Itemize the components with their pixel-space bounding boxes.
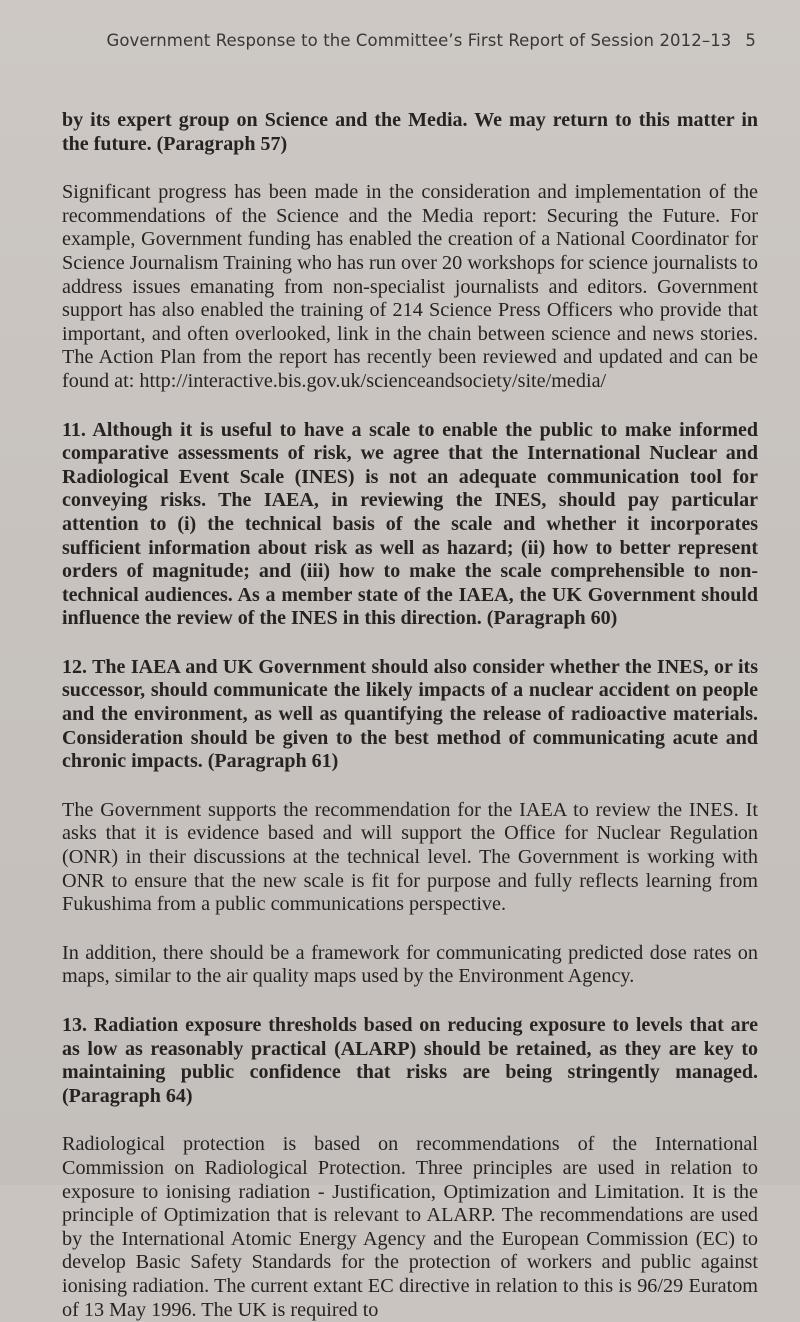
document-body [62, 109, 758, 1322]
recommendation-paragraph-12: 12. The IAEA and UK Government should also consider whether the INES, or its successor, should communicate the likely impacts of a nuclear accident on people and the environment, as well as quantifying the release of radioactive materials. Consideration should be given to the best method of communicating acute and chronic impacts. (Paragraph 61) [62, 655, 758, 773]
recommendation-paragraph-11: 11. Although it is useful to have a scale to enable the public to make informed comparative assessments of risk, we agree that the International Nuclear and Radiological Event Scale (INES) is not an adequate communication tool for conveying risks. The IAEA, in reviewing the INES, should pay particular attention to (i) the technical basis of the scale and whether it incorporates sufficient information about risk as well as hazard; (ii) how to better represent orders of magnitude; and (iii) how to make the scale comprehensible to non-technical audiences. As a member state of the IAEA, the UK Government should influence the review of the INES in this direction. (Paragraph 60) [62, 418, 758, 630]
page-number: 5 [745, 31, 756, 50]
running-header [106, 31, 756, 50]
response-paragraph: Significant progress has been made in the consideration and implementation of the recommendations of the Science and the Media report: Securing the Future. For example, Government funding has enabled the creation of a National Coordinator for Science Journalism Training who has run over 20 workshops for science journalists to address issues emanating from non-specialist journalists and editors. Government support has also enabled the training of 214 Science Press Officers who provide that important, and often overlooked, link in the chain between science and news stories. The Action Plan from the report has recently been reviewed and updated and can be found at: http://interactive.bis.gov.uk/scienceandsociety/site/media/ [62, 181, 758, 392]
running-title: Government Response to the Committee’s First Report of Session 2012–13 [106, 31, 732, 50]
response-paragraph: Radiological protection is based on recommendations of the International Commission on Radiological Protection. Three principles are used in relation to exposure to ionising radiation - Justification, Optimization and Limitation. It is the principle of Optimization that is relevant to ALARP. The recommendations are used by the International Atomic Energy Agency and the European Commission (EC) to develop Basic Safety Standards for the protection of workers and public against ionising radiation. The current extant EC directive in relation to this is 96/29 Euratom of 13 May 1996. The UK is required to [62, 1133, 758, 1321]
recommendation-paragraph-continued: by its expert group on Science and the Media. We may return to this matter in the future. (Paragraph 57) [62, 109, 758, 155]
response-paragraph: In addition, there should be a framework for communicating predicted dose rates on maps, similar to the air quality maps used by the Environment Agency. [62, 941, 758, 988]
response-paragraph: The Government supports the recommendation for the IAEA to review the INES. It asks that it is evidence based and will support the Office for Nuclear Regulation (ONR) in their discussions at the technical level. The Government is working with ONR to ensure that the new scale is fit for purpose and fully reflects learning from Fukushima from a public communications perspective. [62, 798, 758, 916]
recommendation-paragraph-13: 13. Radiation exposure thresholds based on reducing exposure to levels that are as low as reasonably practical (ALARP) should be retained, as they are key to maintaining public confidence that risks are being stringently managed. (Paragraph 64) [62, 1014, 758, 1107]
